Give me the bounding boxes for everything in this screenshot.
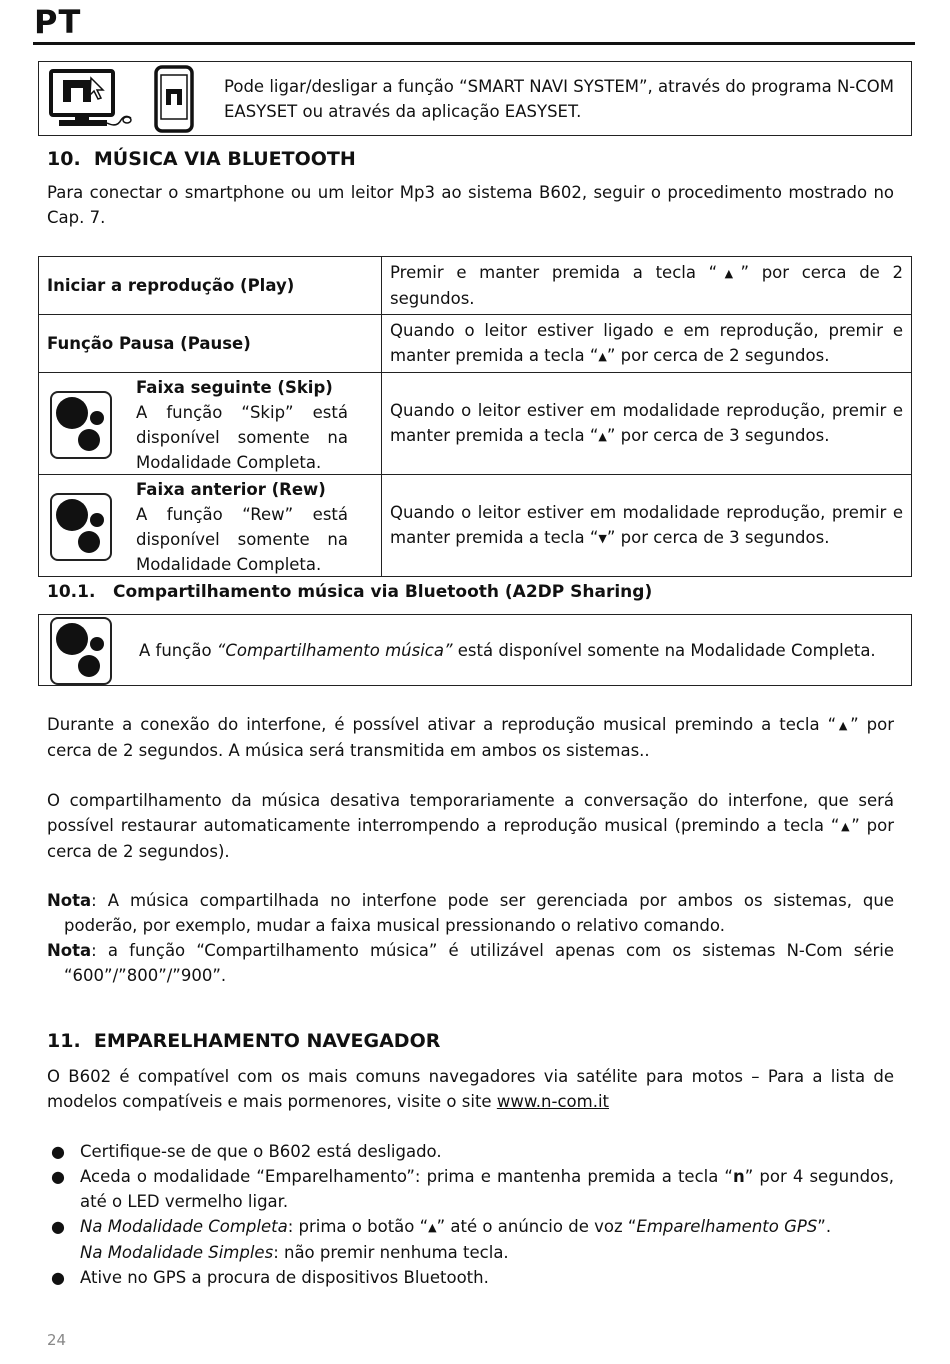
table-row [39, 257, 912, 315]
function-label: Faixa anterior (Rew) [136, 480, 326, 499]
function-note: A função “Skip” está disponível somente na Modalidade Completa. [136, 403, 348, 472]
up-arrow-icon: ▲ [428, 1221, 437, 1234]
list-item: ● Na Modalidade Completa: prima o botão “▲” até o anúncio de voz “Emparelhamento GPS”. Na Modalidade Simples: não premir nenhuma tecla. [51, 1217, 832, 1262]
up-arrow-icon: ▲ [717, 267, 741, 280]
smart-navi-text: Pode ligar/desligar a função “SMART NAVI SYSTEM”, através do programa N-COM EASYSET ou através da aplicação EASYSET. [224, 77, 894, 121]
pairing-steps-list [47, 1139, 894, 1290]
function-action: Quando o leitor estiver ligado e em reprodução, premir e manter premida a tecla “▲” por cerca de 2 segundos. [390, 321, 903, 365]
up-arrow-icon: ▲ [839, 820, 852, 833]
page-number: 24 [47, 1331, 67, 1349]
multifunction-button-icon [50, 617, 112, 685]
section-10-1-number: 10.1. [47, 582, 96, 602]
function-label: Iniciar a reprodução (Play) [47, 276, 295, 295]
ncom-website-link[interactable]: www.n-com.it [496, 1092, 609, 1111]
function-label: Função Pausa (Pause) [47, 334, 251, 353]
section-10-intro: Para conectar o smartphone ou um leitor Mp3 ao sistema B602, seguir o procedimento mostrado no Cap. 7. [47, 183, 894, 227]
smart-navi-box [38, 61, 912, 136]
down-arrow-icon: ▼ [598, 532, 607, 545]
table-row [39, 475, 912, 577]
header-rule [33, 42, 915, 45]
section-10-title: 10. MÚSICA VIA BLUETOOTH [47, 148, 356, 170]
up-arrow-icon: ▲ [598, 350, 607, 363]
language-header: PT [34, 3, 82, 41]
functions-table [38, 256, 912, 577]
a2dp-sharing-box [38, 614, 912, 686]
multifunction-button-icon [50, 391, 112, 459]
section-11-title: 11. EMPARELHAMENTO NAVEGADOR [47, 1030, 441, 1052]
phone-n-icon [153, 65, 195, 133]
computer-n-icon [47, 68, 135, 132]
a2dp-paragraph-2: O compartilhamento da música desativa temporariamente a conversação do interfone, que será possível restaurar automaticamente interrompendo a reprodução musical (premindo a tecla “▲” por cerca de 2 segundos). [47, 791, 894, 861]
function-note: A função “Rew” está disponível somente na Modalidade Completa. [136, 505, 348, 574]
a2dp-note-1: Nota: A música compartilhada no interfone pode ser gerenciada por ambos os sistemas, que poderão, por exemplo, mudar a faixa musical pressionando o relativo comando. [47, 891, 894, 935]
function-action: Premir e manter premida a tecla “▲” por cerca de 2 segundos. [390, 263, 903, 308]
table-row [39, 373, 912, 475]
up-arrow-icon: ▲ [836, 719, 851, 732]
a2dp-sharing-text: A função “Compartilhamento música” está disponível somente na Modalidade Completa. [139, 641, 876, 660]
list-item: ● Aceda o modalidade “Emparelhamento”: prima e mantenha premida a tecla “n” por 4 segundos, até o LED vermelho ligar. [51, 1167, 894, 1211]
multifunction-button-icon [50, 493, 112, 561]
table-row [39, 315, 912, 373]
list-item: ● Ative no GPS a procura de dispositivos Bluetooth. [51, 1268, 489, 1287]
function-action: Quando o leitor estiver em modalidade reprodução, premir e manter premida a tecla “▲” por cerca de 3 segundos. [390, 401, 903, 445]
up-arrow-icon: ▲ [598, 430, 607, 443]
function-action: Quando o leitor estiver em modalidade reprodução, premir e manter premida a tecla “▼” por cerca de 3 segundos. [390, 503, 903, 547]
section-10-1-title: Compartilhamento música via Bluetooth (A2DP Sharing) [113, 582, 653, 602]
function-label: Faixa seguinte (Skip) [136, 378, 333, 397]
section-11-intro: O B602 é compatível com os mais comuns navegadores via satélite para motos – Para a lista de modelos compatíveis e mais pormenores, visite o site www.n-com.it [47, 1067, 894, 1111]
list-item: ● Certifique-se de que o B602 está desligado. [51, 1142, 442, 1161]
a2dp-note-2: Nota: a função “Compartilhamento música” é utilizável apenas com os sistemas N-Com série “600”/”800”/”900”. [47, 941, 894, 985]
a2dp-paragraph-1: Durante a conexão do interfone, é possível ativar a reprodução musical premindo a tecla “▲” por cerca de 2 segundos. A música será transmitida em ambos os sistemas.. [47, 715, 894, 760]
